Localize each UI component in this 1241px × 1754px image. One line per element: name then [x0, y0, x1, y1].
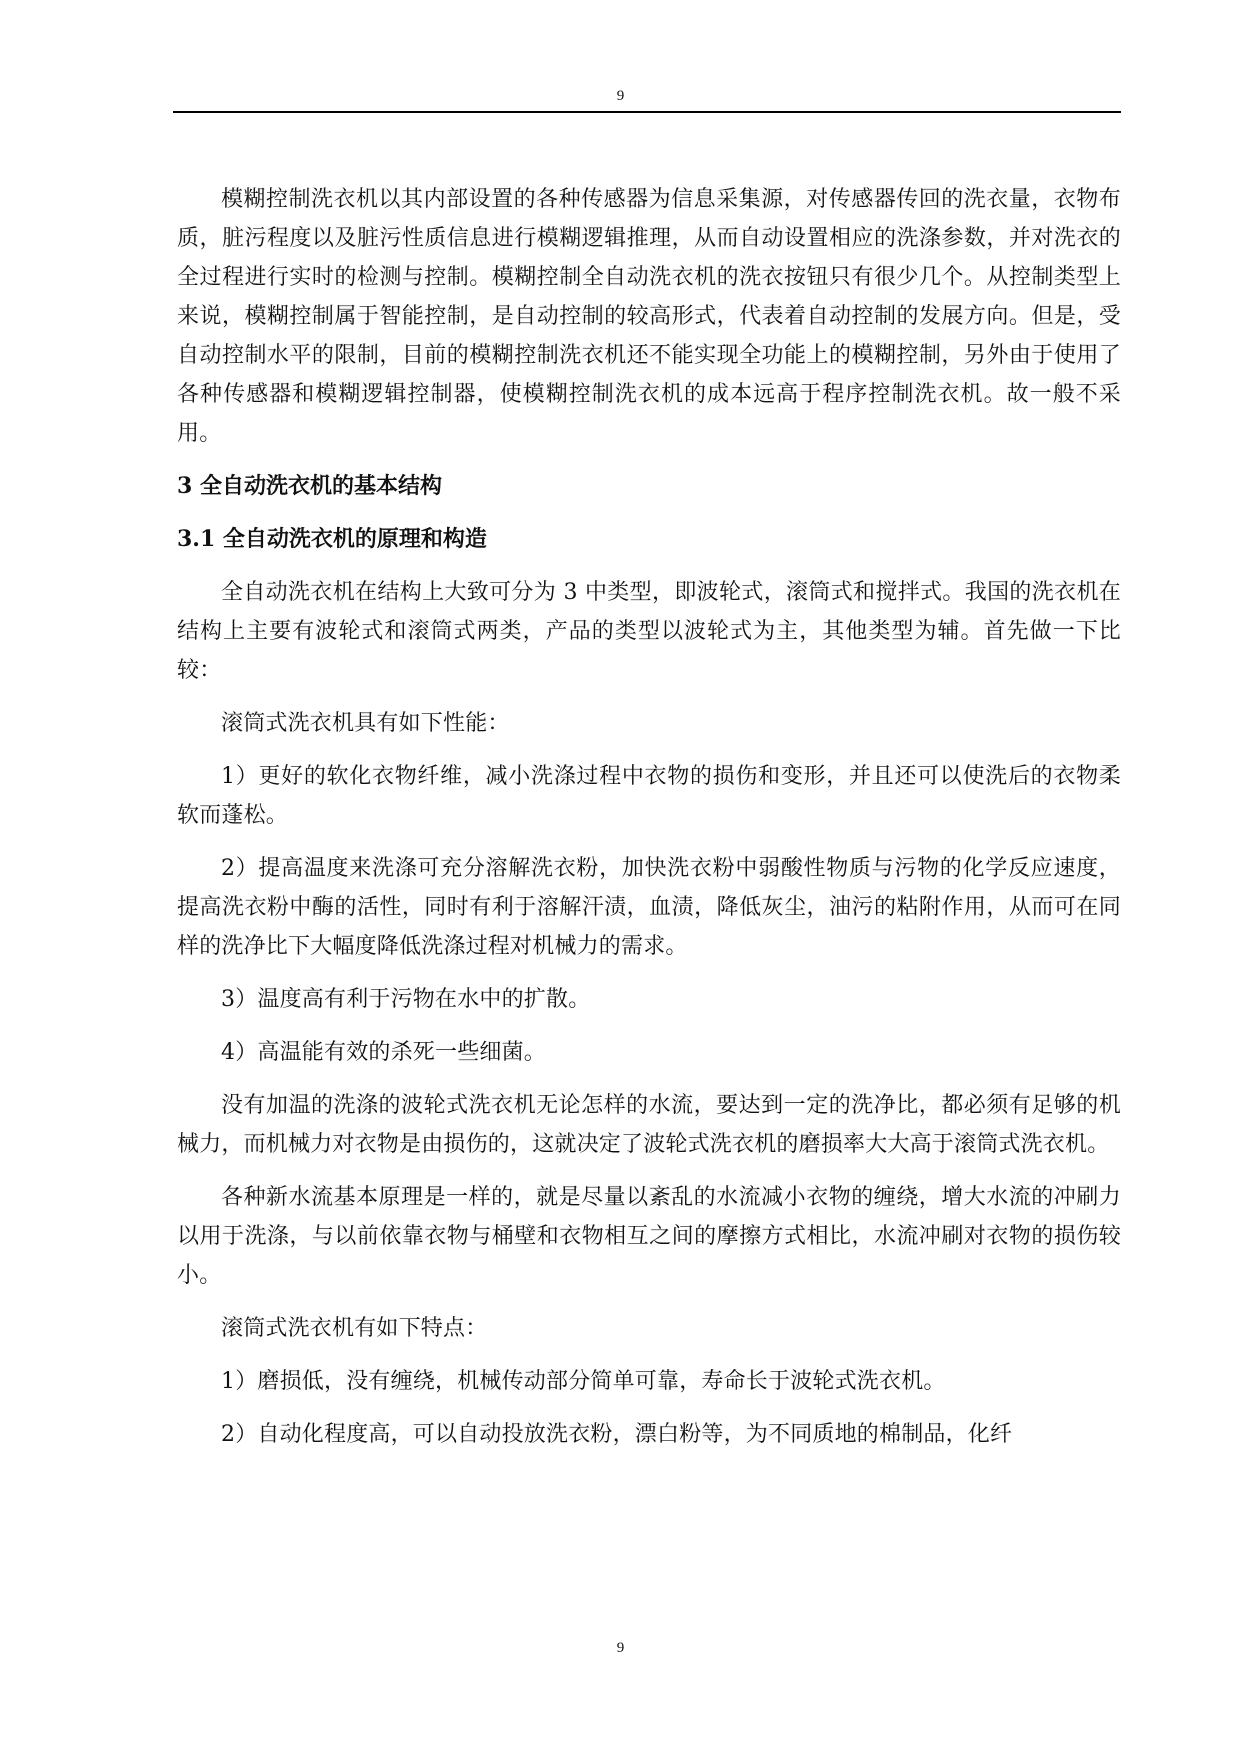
paragraph-water-flow: 各种新水流基本原理是一样的，就是尽量以紊乱的水流减小衣物的缠绕，增大水流的冲刷力以用于洗涤，与以前依靠衣物与桶壁和衣物相互之间的摩擦方式相比，水流冲刷对衣物的损伤较小。: [177, 1185, 1121, 1288]
paragraph-drum-performance-intro: 滚筒式洗衣机具有如下性能：: [221, 711, 510, 736]
paragraph-pulsator-wear: 没有加温的洗涤的波轮式洗衣机无论怎样的水流，要达到一定的洗净比，都必须有足够的机械力，而机械力对衣物是由损伤的，这就决定了波轮式洗衣机的磨损率大大高于滚筒式洗衣机。: [177, 1093, 1121, 1157]
list-item-4: 4）高温能有效的杀死一些细菌。: [221, 1040, 546, 1065]
feature-item-2: 2）自动化程度高，可以自动投放洗衣粉，漂白粉等，为不同质地的棉制品，化纤: [221, 1422, 1013, 1447]
section-heading-3: 3 全自动洗衣机的基本结构: [177, 473, 442, 499]
list-item-3: 3）温度高有利于污物在水中的扩散。: [221, 987, 591, 1012]
section-heading-3-1: 3.1 全自动洗衣机的原理和构造: [177, 526, 487, 552]
list-item-2: 2）提高温度来洗涤可充分溶解洗衣粉，加快洗衣粉中弱酸性物质与污物的化学反应速度，提高洗衣粉中酶的活性，同时有利于溶解汗渍，血渍，降低灰尘，油污的粘附作用，从而可在同样的洗净比下大幅度降低洗涤过程对机械力的需求。: [177, 856, 1121, 959]
paragraph-fuzzy-control: 模糊控制洗衣机以其内部设置的各种传感器为信息采集源，对传感器传回的洗衣量，衣物布质，脏污程度以及脏污性质信息进行模糊逻辑推理，从而自动设置相应的洗涤参数，并对洗衣的全过程进行实时的检测与控制。模糊控制全自动洗衣机的洗衣按钮只有很少几个。从控制类型上来说，模糊控制属于智能控制，是自动控制的较高形式，代表着自动控制的发展方向。但是，受自动控制水平的限制，目前的模糊控制洗衣机还不能实现全功能上的模糊控制，另外由于使用了各种传感器和模糊逻辑控制器，使模糊控制洗衣机的成本远高于程序控制洗衣机。故一般不采用。: [177, 187, 1121, 446]
header-page-number: 9: [616, 88, 625, 104]
feature-item-1: 1）磨损低，没有缠绕，机械传动部分简单可靠，寿命长于波轮式洗衣机。: [221, 1369, 946, 1394]
list-item-1: 1）更好的软化衣物纤维，减小洗涤过程中衣物的损伤和变形，并且还可以使洗后的衣物柔软而蓬松。: [177, 764, 1121, 828]
footer-page-number: 9: [616, 1640, 625, 1656]
paragraph-drum-features-intro: 滚筒式洗衣机有如下特点：: [221, 1316, 488, 1341]
header-rule: [173, 111, 1121, 113]
paragraph-types: 全自动洗衣机在结构上大致可分为 3 中类型，即波轮式，滚筒式和搅拌式。我国的洗衣机在结构上主要有波轮式和滚筒式两类，产品的类型以波轮式为主，其他类型为辅。首先做一下比较：: [177, 580, 1121, 683]
document-body: [177, 180, 1121, 1454]
